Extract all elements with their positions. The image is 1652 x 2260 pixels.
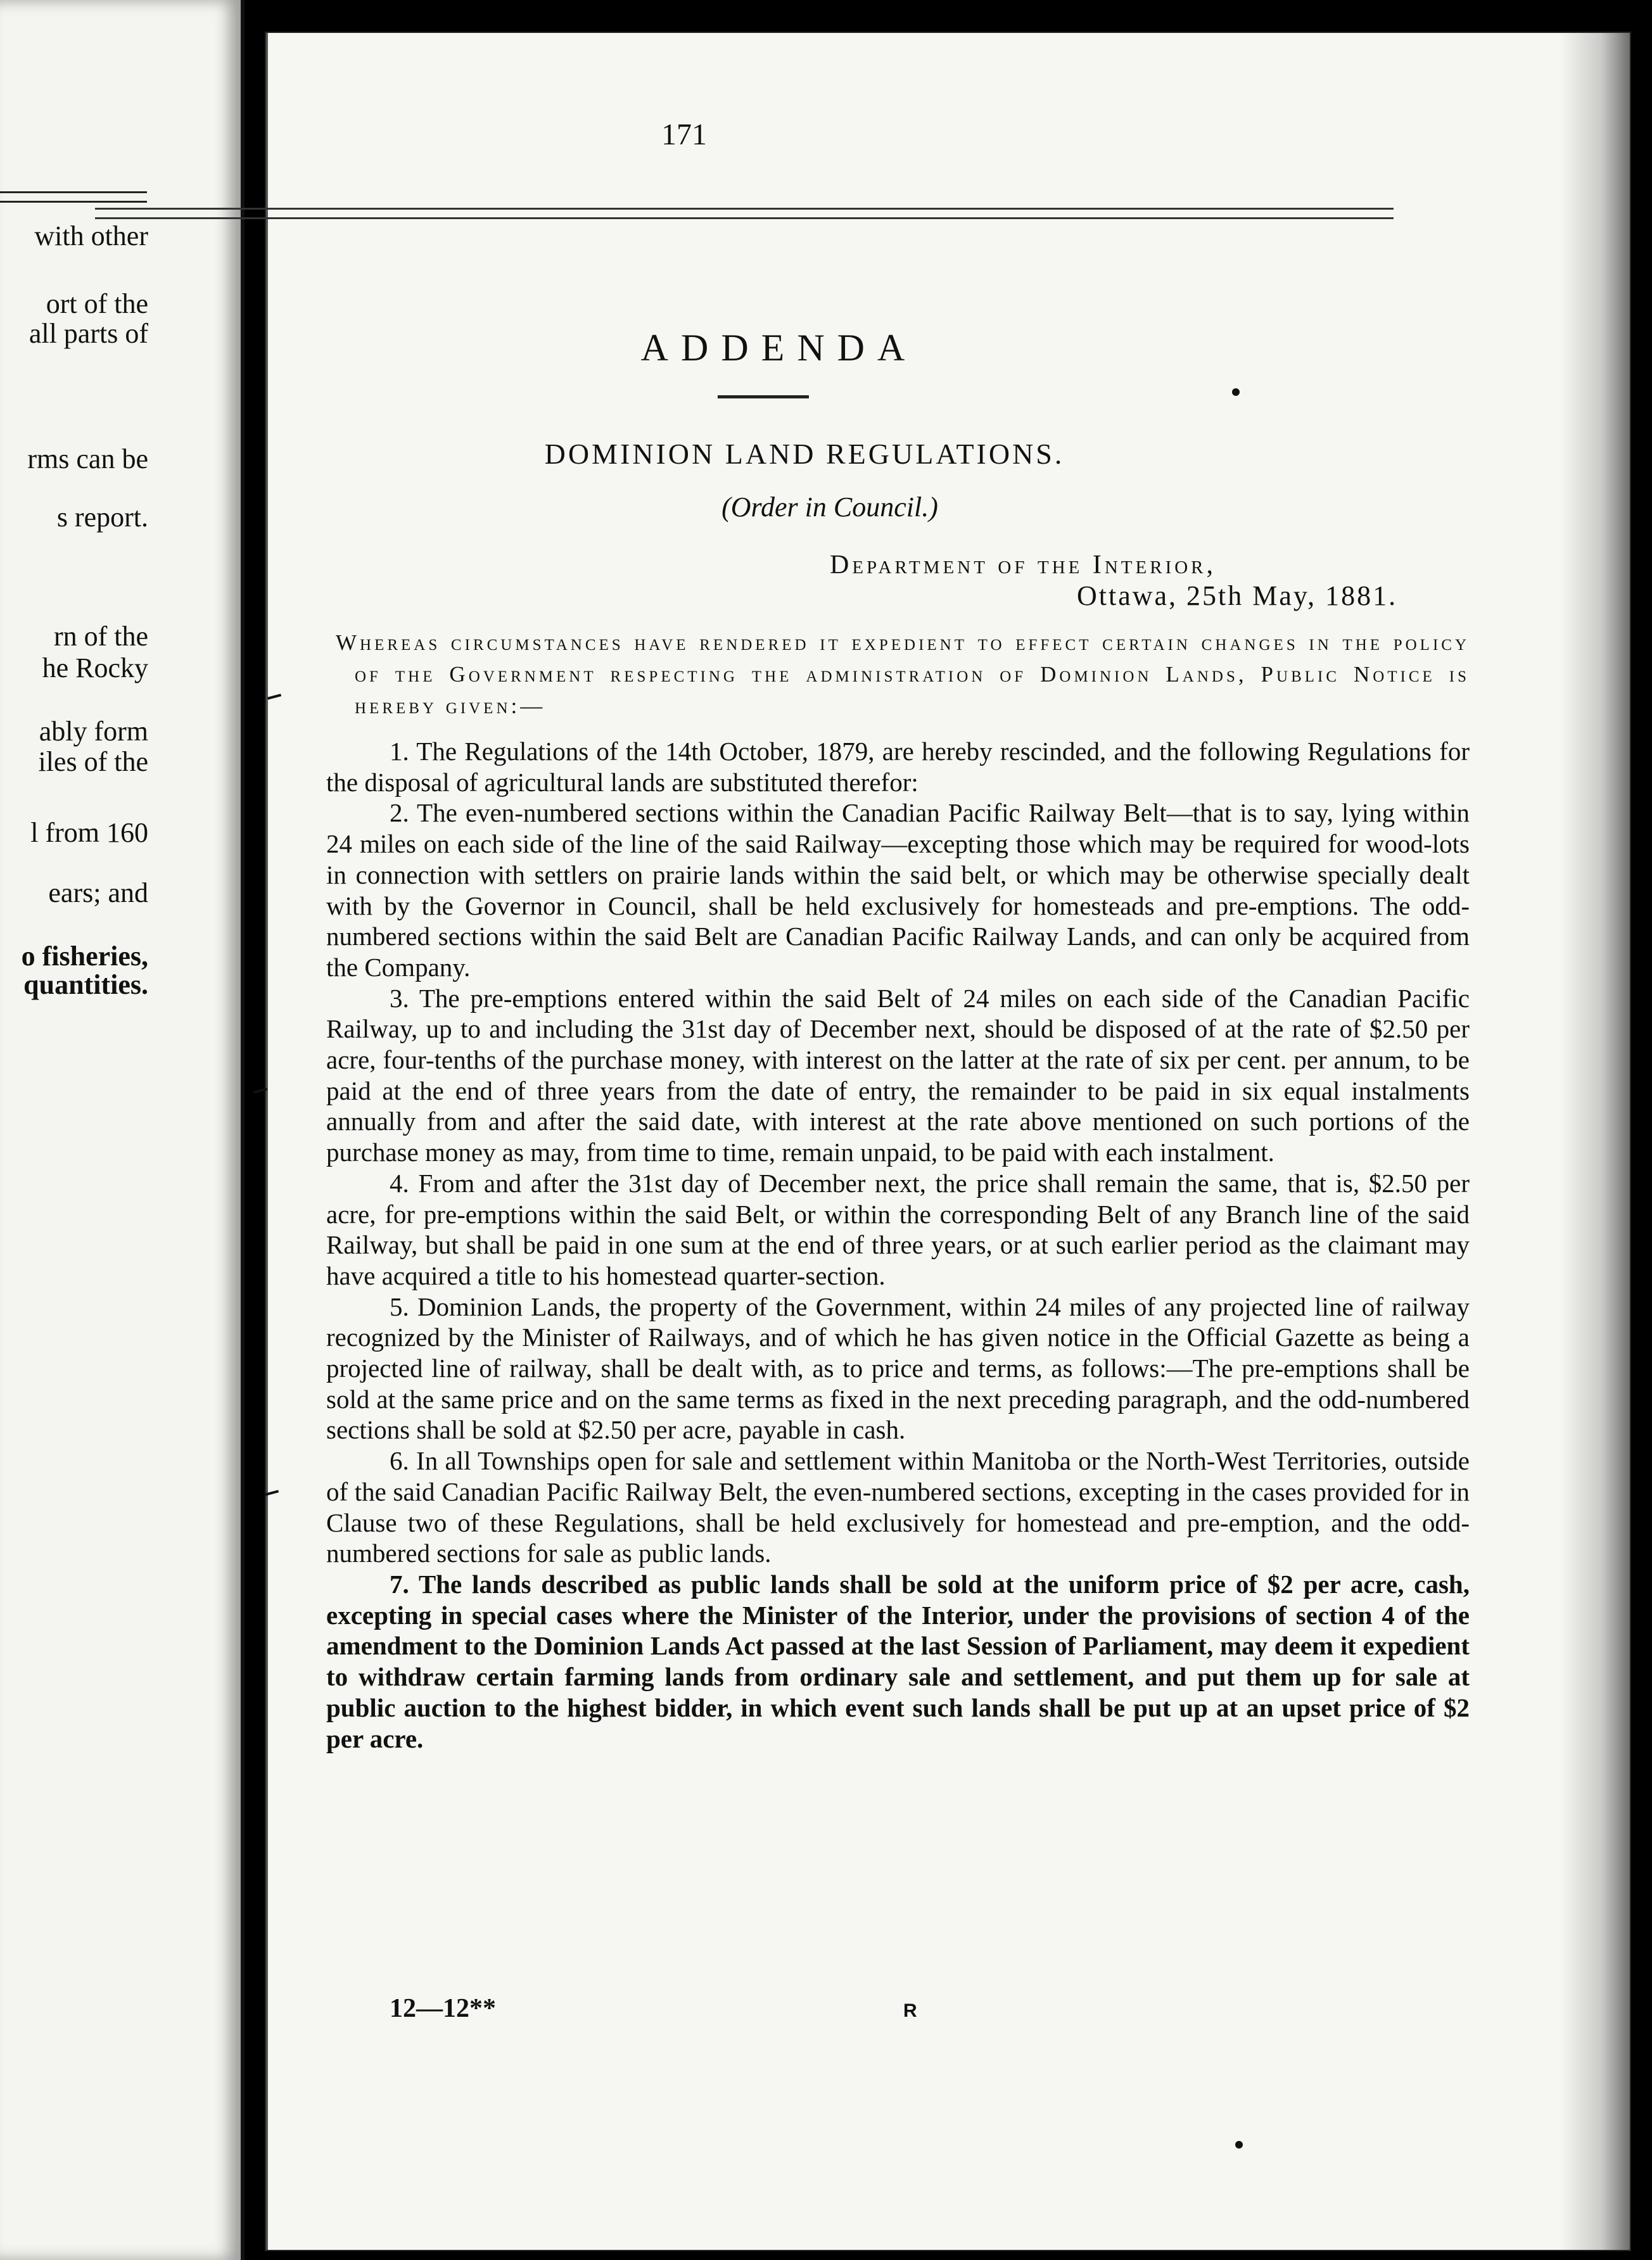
paragraph-5: 5. Dominion Lands, the property of the Government, within 24 miles of any projected line of railway recognized by the Minister of Railways, and of which he has given notice in the Official Gazette as being a projected line of railway, shall be dealt with, as to price and terms, as follows:—The pre-emptions shall be sold at the same price and on the same terms as fixed in the next preceding paragraph, and the odd-numbered sections shall be sold at $2.50 per acre, payable in cash.: [326, 1292, 1470, 1445]
left-page-line: l from 160: [30, 817, 148, 848]
left-page-line: he Rocky: [42, 652, 148, 683]
left-page-line: s report.: [56, 502, 148, 533]
margin-mark: [253, 1088, 267, 1094]
left-page-line: rn of the: [53, 621, 148, 652]
left-page-line: ably form: [39, 716, 148, 747]
header-rule: [95, 208, 1394, 219]
signature-mark: 12—12**: [390, 1994, 496, 2023]
left-page-line: o fisheries,: [21, 941, 148, 972]
left-page-line: with other: [34, 220, 148, 251]
page-title: ADDENDA: [640, 327, 918, 369]
place-date-line: Ottawa, 25th May, 1881.: [1077, 580, 1398, 611]
left-page-rule: [0, 191, 147, 203]
left-page-line: ort of the: [46, 288, 148, 319]
order-line: (Order in Council.): [721, 492, 938, 523]
left-page-line: all parts of: [29, 318, 148, 349]
paragraph-2: 2. The even-numbered sections within the Canadian Pacific Railway Belt—that is to say, lying within 24 miles on each side of the line of the said Railway—excepting those which may be required for wood-lots in connection with settlers on prairie lands within the said belt, or which may be otherwise specially dealt with by the Governor in Council, shall be held exclusively for homesteads and pre-emptions. The odd-numbered sections within the said Belt are Canadian Pacific Railway Lands, and can only be acquired from the Company.: [326, 798, 1470, 982]
page-number: 171: [661, 118, 707, 151]
regulations-body: [326, 736, 1470, 1754]
paragraph-3: 3. The pre-emptions entered within the said Belt of 24 miles on each side of the Canadian Pacific Railway, up to and including the 31st day of December next, should be disposed of at the rate of $2.50 per acre, four-tenths of the purchase money, with interest on the latter at the rate of six per cent. per annum, to be paid at the end of three years from the date of entry, the remainder to be paid in six equal instalments annually from and after the said date, with interest at the rate above mentioned on such portions of the purchase money as may, from time to time, remain unpaid, to be paid with each instalment.: [326, 983, 1470, 1167]
ink-dot-bottom: [1235, 2141, 1243, 2149]
paragraph-1: 1. The Regulations of the 14th October, 1879, are hereby rescinded, and the following Regulations for the disposal of agricultural lands are substituted therefor:: [326, 737, 1470, 797]
page-gutter-shadow: [1560, 33, 1630, 2250]
left-page-line: iles of the: [38, 746, 148, 777]
printer-signature: R: [903, 2000, 917, 2021]
preamble: Whereas circumstances have rendered it expedient to effect certain changes in the policy of the Government respecting the administration of Dominion Lands, Public Notice is hereby given:—: [336, 630, 1470, 718]
left-page-line: ears; and: [48, 877, 148, 908]
ink-dot: [1232, 388, 1240, 396]
paragraph-4: 4. From and after the 31st day of December next, the price shall remain the same, that is, $2.50 per acre, for pre-emptions within the said Belt, or within the corresponding Belt of any Branch line of the said Railway, but shall be paid in one sum at the end of three years, or at such earlier period as the claimant may have acquired a title to his homestead quarter-section.: [326, 1168, 1470, 1290]
paragraph-6: 6. In all Townships open for sale and settlement within Manitoba or the North-West Territories, outside of the said Canadian Pacific Railway Belt, the even-numbered sections, excepting in the cases provided for in Clause two of these Regulations, shall be held exclusively for homestead and pre-emption, and the odd-numbered sections for sale as public lands.: [326, 1446, 1470, 1568]
paragraph-7: 7. The lands described as public lands shall be sold at the uniform price of $2 per acre, cash, excepting in special cases where the Minister of the Interior, under the provisions of section 4 of the amendment to the Dominion Lands Act passed at the last Session of Parliament, may deem it expedient to withdraw certain farming lands from ordinary sale and settlement, and put them up for sale at public auction to the highest bidder, in which event such lands shall be put up at an upset price of $2 per acre.: [326, 1569, 1470, 1753]
left-page: [0, 0, 245, 2260]
title-rule: [718, 395, 809, 398]
section-heading: DOMINION LAND REGULATIONS.: [544, 438, 1065, 470]
left-page-line: quantities.: [23, 969, 148, 1000]
left-page-line: rms can be: [27, 443, 148, 474]
department-line: Department of the Interior,: [830, 550, 1217, 580]
